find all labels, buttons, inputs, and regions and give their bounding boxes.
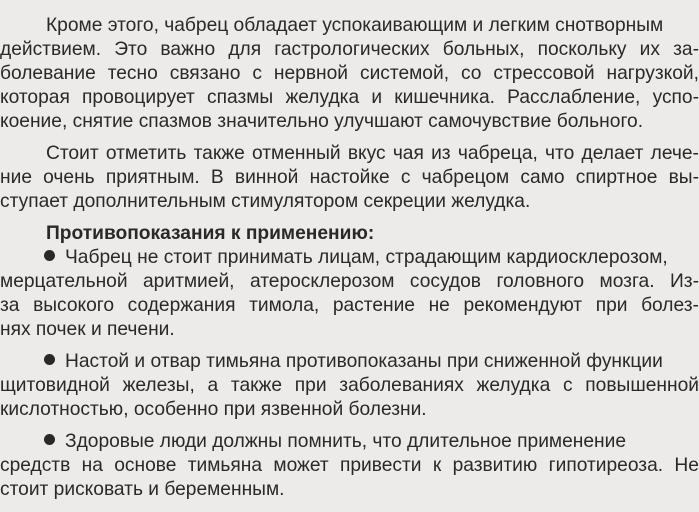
- bullet1-line4: нях почек и печени.: [0, 319, 175, 340]
- bullet3-line1: Здоровые люди должны помнить, что длительное применение: [65, 431, 627, 452]
- bullet3-line3: стоит рисковать и беременным.: [0, 479, 285, 500]
- bullet1-line1-wrap: [44, 246, 668, 270]
- bullet2-line3: кислотностью, особенно при язвенной болезни.: [0, 399, 427, 420]
- bullet-icon: [44, 250, 55, 261]
- paragraph1-line1: Кроме этого, чабрец обладает успокаивающим и легким снотворным: [46, 15, 664, 36]
- bullet2-line2: щитовидной железы, а также при заболеваниях желудка с повышенной: [0, 375, 699, 396]
- bullet3-line1-wrap: [44, 430, 626, 454]
- bullet1-line1: Чабрец не стоит принимать лицам, страдающим кардиосклерозом,: [65, 247, 668, 268]
- bullet-icon: [44, 354, 55, 365]
- bullet3-line2: средств на основе тимьяна может привести к развитию гипотиреоза. Не: [0, 455, 699, 476]
- contraindications-heading: Противопоказания к применению:: [46, 223, 375, 244]
- paragraph2-line3: ступает дополнительным стимулятором секреции желудка.: [0, 191, 531, 212]
- bullet1-line3: за высокого содержания тимола, растение не рекомендуют при болез-: [0, 295, 699, 316]
- bullet1-line2: мерцательной аритмией, атеросклерозом сосудов головного мозга. Из-: [0, 271, 699, 292]
- paragraph1-line2: действием. Это важно для гастрологических больных, поскольку их за-: [0, 39, 699, 60]
- bullet2-line1: Настой и отвар тимьяна противопоказаны при сниженной функции: [65, 351, 663, 372]
- bullet2-line1-wrap: [44, 350, 663, 374]
- paragraph1-line4: которая провоцирует спазмы желудка и кишечника. Расслабление, успо-: [0, 87, 699, 108]
- paragraph1-line5: коение, снятие спазмов значительно улучшают самочувствие больного.: [0, 111, 644, 132]
- paragraph1-line3: болевание тесно связано с нервной системой, со стрессовой нагрузкой,: [0, 63, 699, 84]
- paragraph2-line1: Стоит отметить также отменный вкус чая из чабреца, что делает лече-: [46, 143, 699, 164]
- paragraph2-line2: ние очень приятным. В винной настойке с чабрецом само спиртное вы-: [0, 167, 699, 188]
- bullet-icon: [44, 434, 55, 445]
